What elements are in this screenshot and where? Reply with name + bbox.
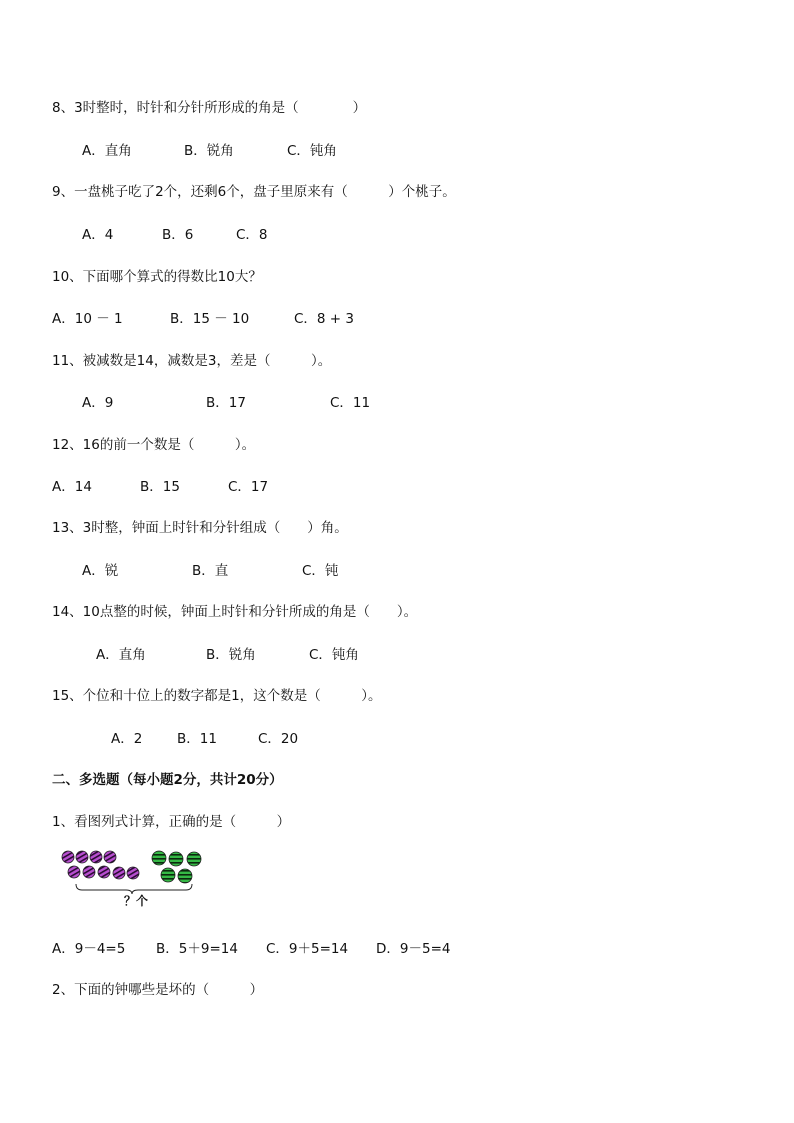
purple-ball (76, 851, 88, 863)
question-8-option-b: B．锐角 (184, 143, 234, 159)
section-2-title: 二、多选题（每小题2分，共计20分） (52, 772, 283, 788)
question-9-option-b: B．6 (162, 227, 194, 243)
green-ball (187, 852, 201, 866)
question-11-stem: 11、被减数是14，减数是3，差是（ ）。 (52, 353, 332, 369)
multi-question-1-option-c: C．9＋5=14 (266, 941, 349, 957)
question-12-stem: 12、16的前一个数是（ ）。 (52, 437, 256, 453)
purple-ball (68, 866, 80, 878)
question-11-option-c: C．11 (330, 395, 371, 411)
question-13-stem: 13、3时整，钟面上时针和分针组成（ ）角。 (52, 520, 348, 536)
purple-ball (83, 866, 95, 878)
multi-question-1-option-a: A．9－4=5 (52, 941, 126, 957)
question-9-option-a: A．4 (82, 227, 114, 243)
purple-ball (127, 867, 139, 879)
question-10-stem: 10、下面哪个算式的得数比10大？ (52, 269, 262, 285)
question-14-option-a: A．直角 (96, 647, 146, 663)
multi-question-1-option-d: D．9－5=4 (376, 941, 451, 957)
question-15-option-b: B．11 (177, 731, 217, 747)
question-8-option-a: A．直角 (82, 143, 132, 159)
purple-ball (104, 851, 116, 863)
question-15-stem: 15、个位和十位上的数字都是1，这个数是（ ）。 (52, 688, 382, 704)
purple-ball (113, 867, 125, 879)
green-ball (178, 869, 192, 883)
question-12-option-c: C．17 (228, 479, 269, 495)
question-10-option-a: A．10 － 1 (52, 311, 123, 327)
question-10-option-c: C．8 + 3 (294, 311, 354, 327)
question-14-stem: 14、10点整的时候，钟面上时针和分针所成的角是（ ）。 (52, 604, 418, 620)
question-13-option-a: A．锐 (82, 563, 119, 579)
question-13-option-b: B．直 (192, 563, 229, 579)
question-10-option-b: B．15 － 10 (170, 311, 250, 327)
purple-ball (98, 866, 110, 878)
question-15-option-c: C．20 (258, 731, 299, 747)
question-12-option-a: A．14 (52, 479, 92, 495)
purple-balls (62, 851, 139, 879)
green-balls (152, 851, 201, 883)
green-ball (169, 852, 183, 866)
question-11-option-b: B．17 (206, 395, 246, 411)
question-14-option-c: C．钝角 (309, 647, 359, 663)
question-14-option-b: B．锐角 (206, 647, 256, 663)
question-8-stem: 8、3时整时，时针和分针所形成的角是（ ） (52, 100, 367, 116)
question-13-option-c: C．钝 (302, 563, 339, 579)
ball-count-figure (58, 846, 218, 910)
question-9-stem: 9、一盘桃子吃了2个，还剩6个，盘子里原来有（ ）个桃子。 (52, 184, 456, 200)
question-11-option-a: A．9 (82, 395, 114, 411)
question-15-option-a: A．2 (111, 731, 143, 747)
multi-question-1-option-b: B．5＋9=14 (156, 941, 238, 957)
green-ball (161, 868, 175, 882)
purple-ball (90, 851, 102, 863)
multi-question-1-stem: 1、看图列式计算，正确的是（ ） (52, 814, 291, 830)
green-ball (152, 851, 166, 865)
question-12-option-b: B．15 (140, 479, 180, 495)
question-8-option-c: C．钝角 (287, 143, 337, 159)
multi-question-2-stem: 2、下面的钟哪些是坏的（ ） (52, 982, 264, 998)
figure-label: ？个 (124, 894, 149, 908)
question-9-option-c: C．8 (236, 227, 268, 243)
purple-ball (62, 851, 74, 863)
